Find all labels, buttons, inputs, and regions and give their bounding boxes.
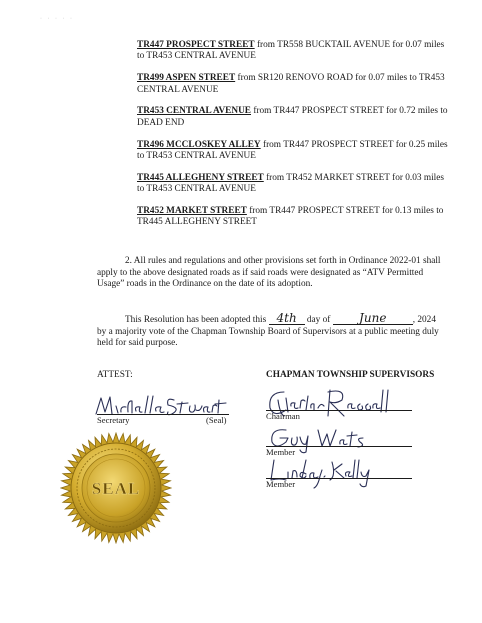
road-item — [137, 106, 452, 129]
road-description: from TR447 PROSPECT STREET for 0.13 miles to TR445 ALLEGHENY STREET — [137, 206, 444, 228]
road-item — [137, 40, 452, 63]
road-description: from TR447 PROSPECT STREET for 0.72 miles to DEAD END — [137, 106, 448, 128]
road-name: TR496 MCCLOSKEY ALLEY — [137, 139, 261, 150]
road-name: TR447 PROSPECT STREET — [137, 40, 255, 50]
adoption-lead: This Resolution has been adopted this — [125, 315, 267, 325]
secretary-label: Secretary — [97, 415, 130, 425]
adoption-year: , 2024 — [412, 315, 436, 325]
member2-label: Member — [266, 479, 296, 489]
road-description: from TR558 BUCKTAIL AVENUE for 0.07 miles to TR453 CENTRAL AVENUE — [137, 40, 445, 62]
member1-label: Member — [266, 447, 296, 457]
gold-seal-icon — [60, 432, 172, 544]
road-list — [137, 40, 452, 239]
road-description: from SR120 RENOVO ROAD for 0.07 miles to TR453 CENTRAL AVENUE — [137, 73, 445, 95]
road-name: TR499 ASPEN STREET — [137, 73, 236, 84]
road-item — [137, 206, 452, 229]
adoption-paragraph — [97, 312, 447, 350]
provisions-paragraph — [97, 256, 447, 291]
road-name: TR452 MARKET STREET — [137, 206, 247, 217]
road-item — [137, 173, 452, 196]
adoption-day-field: 4th — [269, 312, 305, 325]
road-name: TR453 CENTRAL AVENUE — [137, 106, 251, 117]
attest-label: ATTEST: — [97, 370, 133, 380]
adoption-month-field: June — [333, 312, 413, 325]
seal-label: (Seal) — [206, 415, 227, 425]
road-description: from TR447 PROSPECT STREET for 0.25 miles to TR453 CENTRAL AVENUE — [137, 139, 448, 162]
road-description: from TR452 MARKET STREET for 0.03 miles to TR453 CENTRAL AVENUE — [137, 172, 445, 195]
scan-specks: · · · · · — [40, 16, 74, 22]
adoption-day-of: day of — [306, 315, 331, 325]
chairman-label: Chairman — [266, 411, 300, 421]
provisions-text: 2. All rules and regulations and other provisions set forth in Ordinance 2022-01 shall apply to the above designated roads as if said roads were designated as “ATV Permitted Usage” roads in the Ordinance on the date of its adoption. — [97, 256, 441, 290]
seal-text: SEAL — [91, 479, 141, 498]
adoption-tail: by a majority vote of the Chapman Township Board of Supervisors at a public meeting duly held for said purpose. — [97, 326, 439, 349]
road-item — [137, 140, 452, 163]
road-name: TR445 ALLEGHENY STREET — [137, 172, 264, 183]
supervisors-heading: CHAPMAN TOWNSHIP SUPERVISORS — [266, 370, 435, 380]
road-item — [137, 73, 452, 96]
